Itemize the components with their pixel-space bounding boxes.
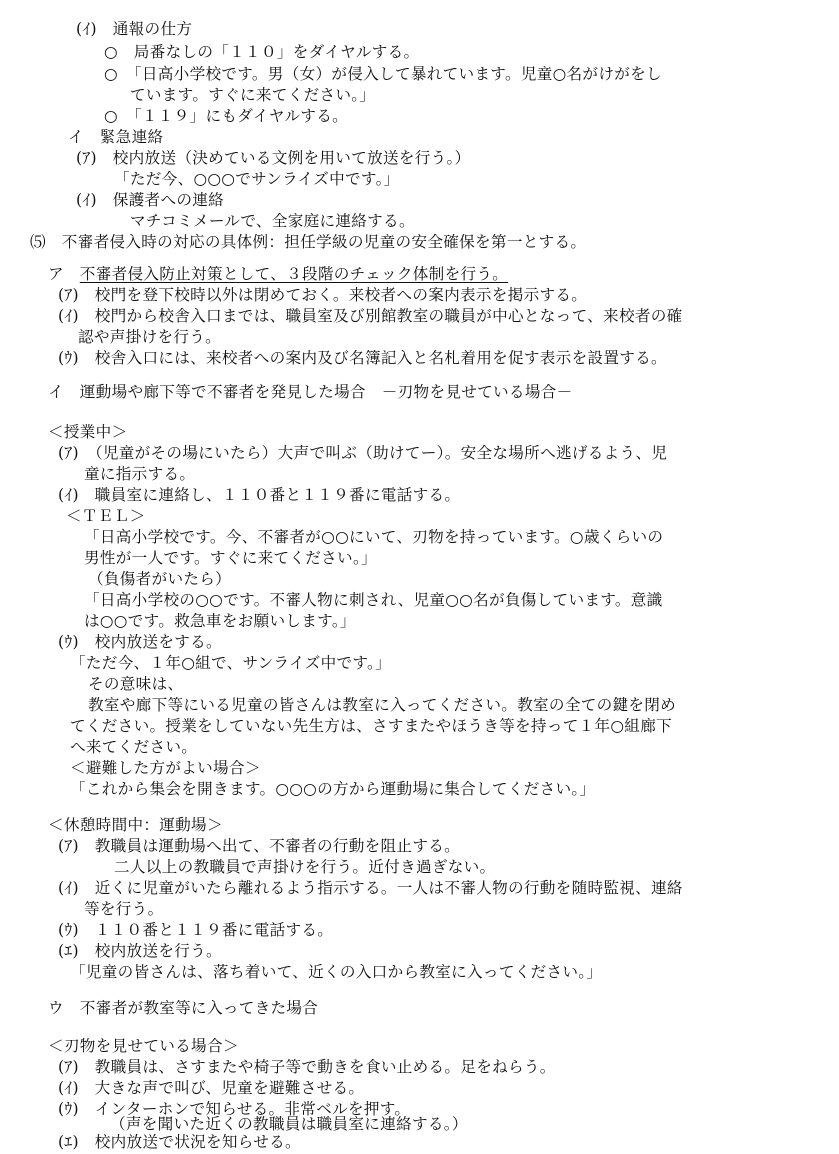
item-report-method: (ｲ) 通報の仕方 <box>76 20 193 38</box>
break-item-b-cont: 等を行う。 <box>84 900 164 918</box>
class-item-a-cont: 童に指示する。 <box>84 465 196 483</box>
meaning-line3: へ来てください。 <box>70 738 198 756</box>
section-5-title: ⑸ 不審者侵入時の対応の具体例：担任学級の児童の安全確保を第一とする。 <box>30 233 587 251</box>
prevention-item-b-cont: 認や声掛けを行う。 <box>78 328 222 346</box>
class-item-a: (ｱ) （児童がその場にいたら）大声で叫ぶ（助けてー）。安全な場所へ逃げるよう、児 <box>58 444 668 462</box>
heading-prevention-measures <box>48 264 508 284</box>
subheading-weapon-shown: ＜刃物を見せている場合＞ <box>48 1037 239 1055</box>
classroom-item-b: (ｲ) 大きな声で叫び、児童を避難させる。 <box>58 1079 365 1097</box>
classroom-item-c: (ｳ) インターホンで知らせる。非常ベルを押す。 <box>58 1100 411 1118</box>
broadcast-sample-text: 「ただ今、○○○でサンライズ中です。」 <box>114 170 400 188</box>
item-guardian-contact: (ｲ) 保護者への連絡 <box>76 191 225 209</box>
item-school-broadcast: (ｱ) 校内放送（決めている文例を用いて放送を行う。） <box>76 149 471 167</box>
meaning-label: その意味は、 <box>88 675 184 693</box>
tel-injured-script-line2: は○○です。救急車をお願いします。」 <box>84 612 356 630</box>
prevention-item-b: (ｲ) 校門から校舎入口までは、職員室及び別館教室の職員が中心となって、来校者の確 <box>58 307 683 325</box>
heading-prevention-label: ア <box>48 265 80 283</box>
heading-emergency-contact: イ 緊急連絡 <box>68 128 164 146</box>
break-item-b: (ｲ) 近くに児童がいたら離れるよう指示する。一人は不審人物の行動を随時監視、連絡 <box>58 879 683 897</box>
tel-script-line1: 「日高小学校です。今、不審者が○○にいて、刃物を持っています。○歳くらいの <box>84 528 664 546</box>
heading-intruder-classroom: ウ 不審者が教室等に入ってきた場合 <box>48 999 319 1017</box>
class-broadcast-text: 「ただ今、１年○組で、サンライズ中です。」 <box>70 654 392 672</box>
heading-intruder-found: イ 運動場や廊下等で不審者を発見した場合 －刃物を見せている場合－ <box>48 383 573 401</box>
report-step-dial-119: ○ 「１１９」にもダイヤルする。 <box>104 107 349 125</box>
evacuation-case-label: ＜避難した方がよい場合＞ <box>70 759 261 777</box>
report-step-message: ○ 「日高小学校です。男（女）が侵入して暴れています。児童○名がけがをし <box>104 65 662 83</box>
prevention-item-c: (ｳ) 校舎入口には、来校者への案内及び名簿記入と名札着用を促す表示を設置する。 <box>58 349 667 367</box>
heading-prevention-text: 不審者侵入防止対策として、３段階のチェック体制を行う。 <box>79 265 509 283</box>
class-item-c: (ｳ) 校内放送をする。 <box>58 633 222 651</box>
class-item-b: (ｲ) 職員室に連絡し、１１０番と１１９番に電話する。 <box>58 486 461 504</box>
classroom-item-a: (ｱ) 教職員は、さすまたや椅子等で動きを食い止める。足をねらう。 <box>58 1058 556 1076</box>
tel-script-line2: 男性が一人です。すぐに来てください。」 <box>84 549 377 567</box>
break-item-c: (ｳ) １１０番と１１９番に電話する。 <box>58 921 334 939</box>
tel-injured-note: （負傷者がいたら） <box>88 570 232 588</box>
prevention-item-a: (ｱ) 校門を登下校時以外は閉めておく。来校者への案内表示を掲示する。 <box>58 286 588 304</box>
classroom-item-d: (ｴ) 校内放送で状況を知らせる。 <box>58 1133 301 1151</box>
meaning-line1: 教室や廊下等にいる児童の皆さんは教室に入ってください。教室の全ての鍵を閉め <box>88 696 677 714</box>
subheading-break-playground: ＜休憩時間中：運動場＞ <box>48 816 223 834</box>
evacuation-broadcast-text: 「これから集会を開きます。○○○の方から運動場に集合してください。」 <box>70 780 596 798</box>
report-step-dial-110: ○ 局番なしの「１１０」をダイヤルする。 <box>104 43 420 61</box>
break-item-a-note: 二人以上の教職員で声掛けを行う。近付き過ぎない。 <box>114 858 496 876</box>
subheading-during-class: ＜授業中＞ <box>48 423 128 441</box>
tel-label: ＜ＴＥＬ＞ <box>66 507 146 525</box>
report-step-message-cont: ています。すぐに来てください。」 <box>130 86 376 104</box>
break-item-a: (ｱ) 教職員は運動場へ出て、不審者の行動を阻止する。 <box>58 837 461 855</box>
classroom-item-c-note: （声を聞いた近くの教職員は職員室に連絡する。） <box>110 1115 468 1133</box>
meaning-line2: てください。授業をしていない先生方は、さすまたやほうき等を持って１年○組廊下 <box>70 717 672 735</box>
break-item-d: (ｴ) 校内放送を行う。 <box>58 942 222 960</box>
break-broadcast-text: 「児童の皆さんは、落ち着いて、近くの入口から教室に入ってください。」 <box>70 963 603 981</box>
guardian-contact-text: マチコミメールで、全家庭に連絡する。 <box>130 212 415 230</box>
tel-injured-script-line1: 「日高小学校の○○です。不審人物に刺され、児童○○名が負傷しています。意識 <box>84 591 663 609</box>
